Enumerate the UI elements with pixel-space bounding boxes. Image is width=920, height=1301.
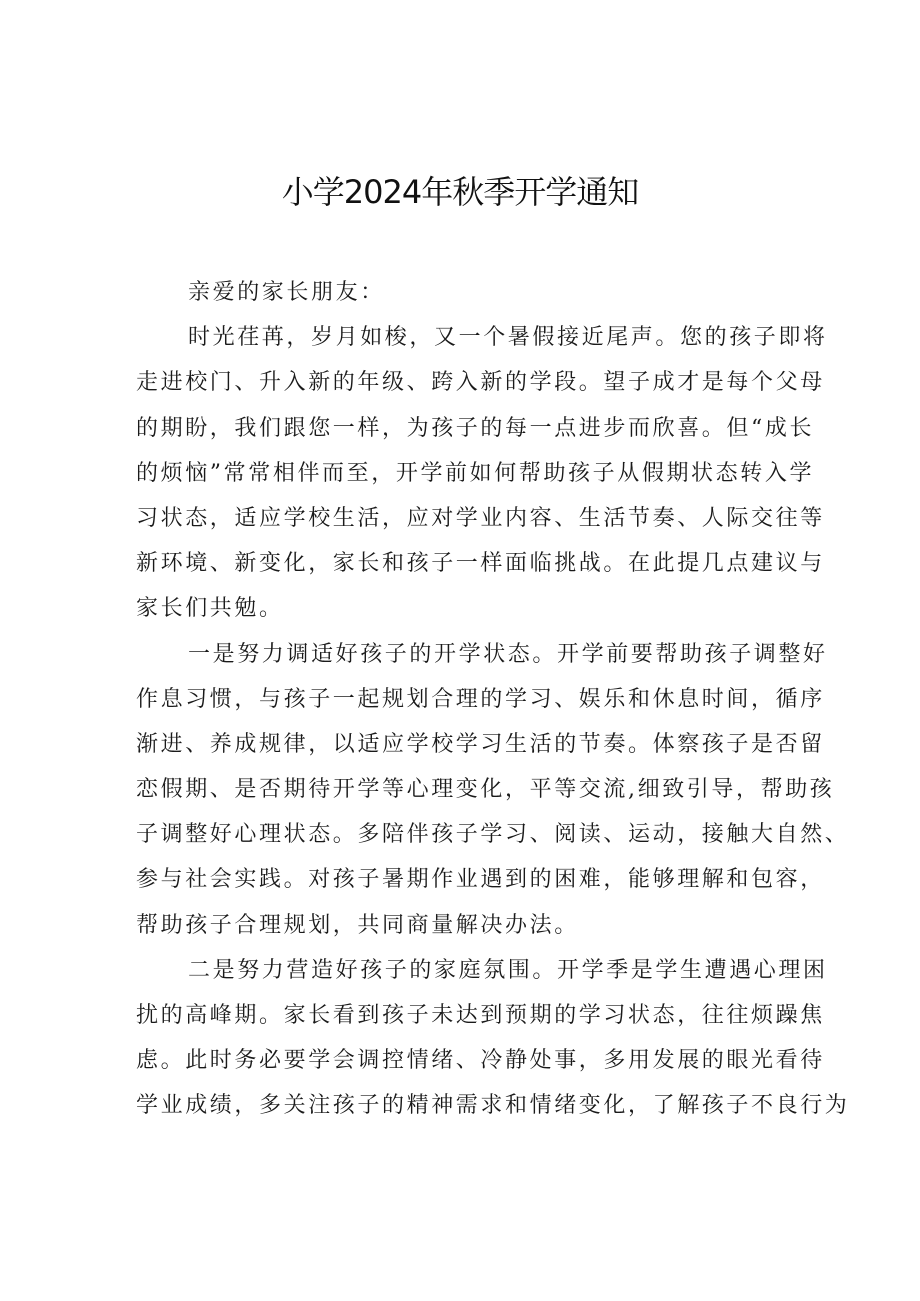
body-line: 渐进、养成规律，以适应学校学习生活的节奏。体察孩子是否留: [136, 731, 825, 757]
body-line: 走进校门、升入新的年级、跨入新的学段。望子成才是每个父母: [136, 370, 825, 396]
body-line: 二是努力营造好孩子的家庭氛围。开学季是学生遭遇心理困: [188, 957, 828, 983]
body-line: 时光荏苒，岁月如梭，又一个暑假接近尾声。您的孩子即将: [188, 325, 828, 351]
body-line: 恋假期、是否期待开学等心理变化，平等交流,细致引导，帮助孩: [136, 777, 835, 803]
body-line: 学业成绩，多关注孩子的精神需求和情绪变化，了解孩子不良行为: [136, 1093, 850, 1119]
body-line: 扰的高峰期。家长看到孩子未达到预期的学习状态，往往烦躁焦: [136, 1003, 825, 1028]
salutation: 亲爱的家长朋友：: [188, 280, 385, 305]
body-line: 习状态，适应学校生活，应对学业内容、生活节奏、人际交往等: [136, 505, 825, 531]
body-line: 家长们共勉。: [136, 596, 284, 622]
document-title: 小学2024年秋季开学通知: [281, 173, 639, 211]
body-line: 的期盼，我们跟您一样，为孩子的每一点进步而欣喜。但“成长: [136, 415, 815, 441]
body-line: 子调整好心理状态。多陪伴孩子学习、阅读、运动，接触大自然、: [136, 822, 850, 848]
body-line: 作息习惯，与孩子一起规划合理的学习、娱乐和休息时间，循序: [136, 686, 825, 712]
body-line: 的烦恼”常常相伴而至，开学前如何帮助孩子从假期状态转入学: [136, 460, 815, 486]
body-line: 帮助孩子合理规划，共同商量解决办法。: [136, 912, 579, 938]
body-line: 新环境、新变化，家长和孩子一样面临挑战。在此提几点建议与: [136, 551, 825, 577]
document-body: [136, 270, 850, 1129]
body-line: 参与社会实践。对孩子暑期作业遇到的困难，能够理解和包容，: [136, 867, 825, 893]
body-line: 一是努力调适好孩子的开学状态。开学前要帮助孩子调整好: [188, 641, 828, 667]
body-line: 虑。此时务必要学会调控情绪、冷静处事，多用发展的眼光看待: [136, 1048, 825, 1074]
